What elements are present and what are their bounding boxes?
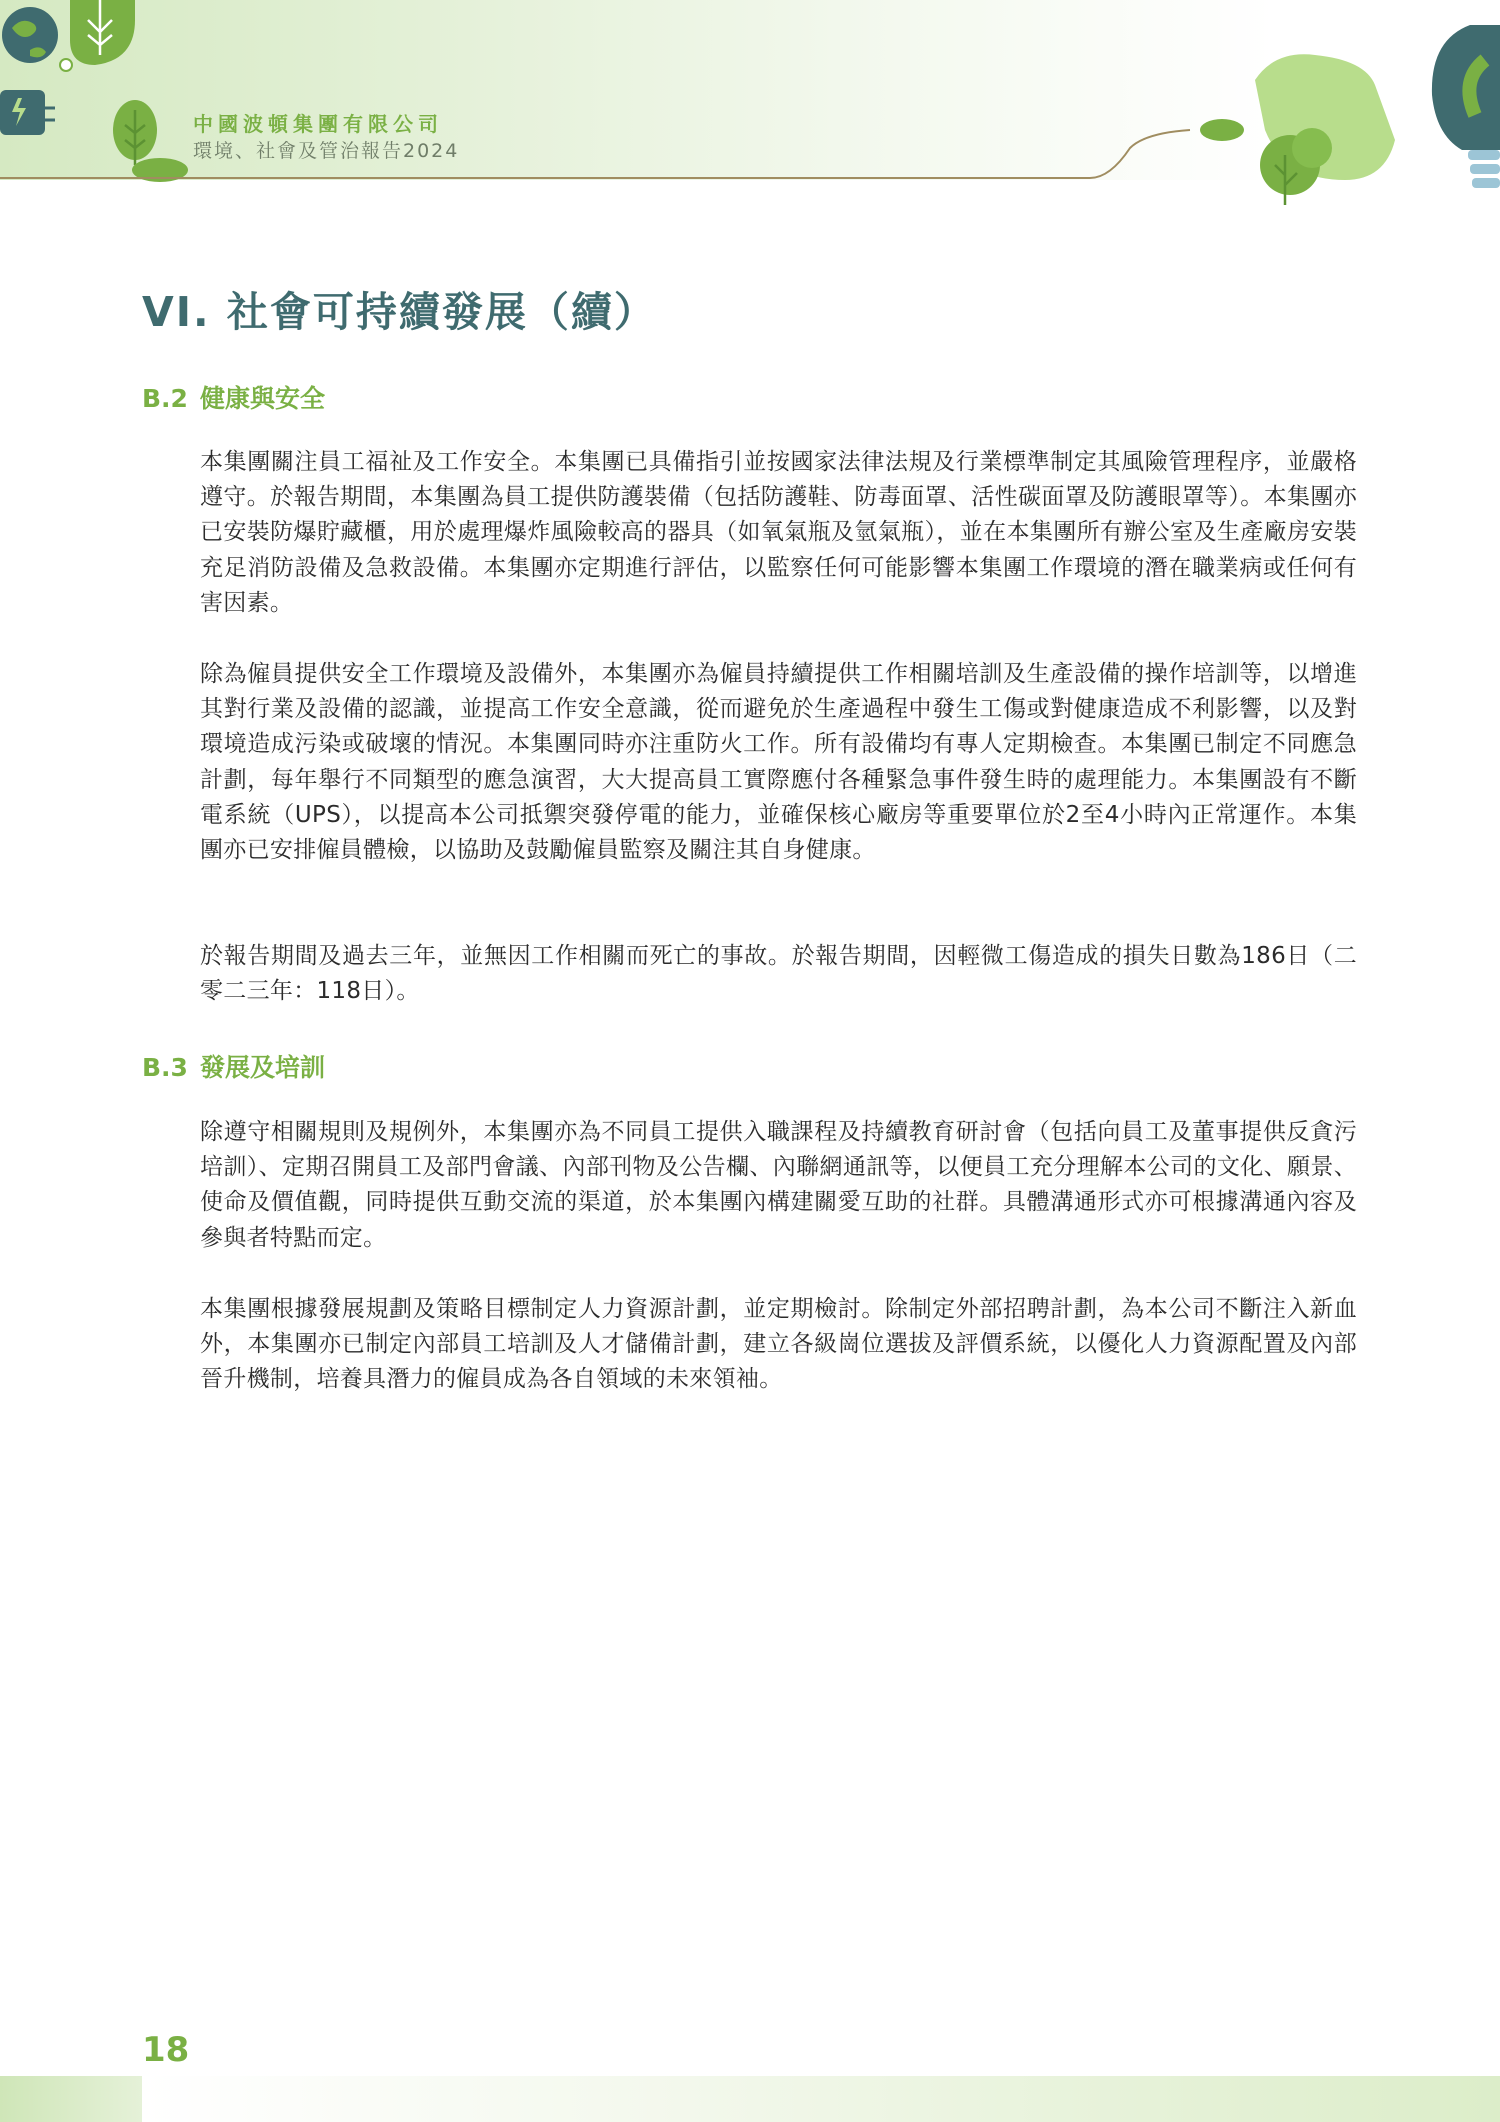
- paragraph: 除遵守相關規則及規例外，本集團亦為不同員工提供入職課程及持續教育研討會（包括向員工及董事提供反貪污培訓）、定期召開員工及部門會議、內部刊物及公告欄、內聯網通訊等，以便員工充分理解本公司的文化、願景、使命及價值觀，同時提供互動交流的渠道，於本集團內構建關愛互助的社群。具體溝通形式亦可根據溝通內容及參與者特點而定。: [200, 1119, 1357, 1251]
- sub-heading-health-safety: [142, 379, 325, 415]
- sub-heading-number: B.2: [142, 384, 188, 413]
- leaf-icon: [70, 0, 135, 65]
- section-title: VI. 社會可持續發展（續）: [142, 288, 657, 336]
- paragraph: 本集團根據發展規劃及策略目標制定人力資源計劃，並定期檢討。除制定外部招聘計劃，為本公司不斷注入新血外，本集團亦已制定內部員工培訓及人才儲備計劃，建立各級崗位選拔及評價系統，以優化人力資源配置及內部晉升機制，培養具潛力的僱員成為各自領域的未來領袖。: [200, 1296, 1357, 1393]
- footer-accent-left: [0, 2076, 142, 2122]
- sub-heading-number: B.3: [142, 1053, 188, 1082]
- sub-heading-text: 發展及培訓: [200, 1053, 326, 1082]
- footer-accent-right: [142, 2076, 1500, 2122]
- sub-heading-development-training: [142, 1048, 325, 1084]
- paragraph: 除為僱員提供安全工作環境及設備外，本集團亦為僱員持續提供工作相關培訓及生產設備的操作培訓等，以增進其對行業及設備的認識，並提高工作安全意識，從而避免於生產過程中發生工傷或對健康造成不利影響，以及對環境造成污染或破壞的情況。本集團同時亦注重防火工作。所有設備均有專人定期檢查。本集團已制定不同應急計劃，每年舉行不同類型的應急演習，大大提高員工實際應付各種緊急事件發生時的處理能力。本集團設有不斷電系統（UPS），以提高本公司抵禦突發停電的能力，並確保核心廠房等重要單位於2至4小時內正常運作。本集團亦已安排僱員體檢，以協助及鼓勵僱員監察及關注其自身健康。: [200, 661, 1357, 864]
- paragraph: 本集團關注員工福祉及工作安全。本集團已具備指引並按國家法律法規及行業標準制定其風險管理程序，並嚴格遵守。於報告期間，本集團為員工提供防護裝備（包括防護鞋、防毒面罩、活性碳面罩及防護眼罩等）。本集團亦已安裝防爆貯藏櫃，用於處理爆炸風險較高的器具（如氧氣瓶及氫氣瓶），並在本集團所有辦公室及生產廠房安裝充足消防設備及急救設備。本集團亦定期進行評估，以監察任何可能影響本集團工作環境的潛在職業病或任何有害因素。: [200, 449, 1357, 616]
- sub-heading-text: 健康與安全: [200, 384, 326, 413]
- page-header: [0, 0, 1500, 180]
- company-name: 中國波頓集團有限公司: [193, 112, 443, 136]
- report-name: 環境、社會及管治報告2024: [193, 140, 460, 162]
- footer-bar: [0, 2076, 1500, 2122]
- page-number: 18: [142, 2030, 190, 2070]
- paragraph: 於報告期間及過去三年，並無因工作相關而死亡的事故。於報告期間，因輕微工傷造成的損失日數為186日（二零二三年：118日）。: [200, 943, 1357, 1005]
